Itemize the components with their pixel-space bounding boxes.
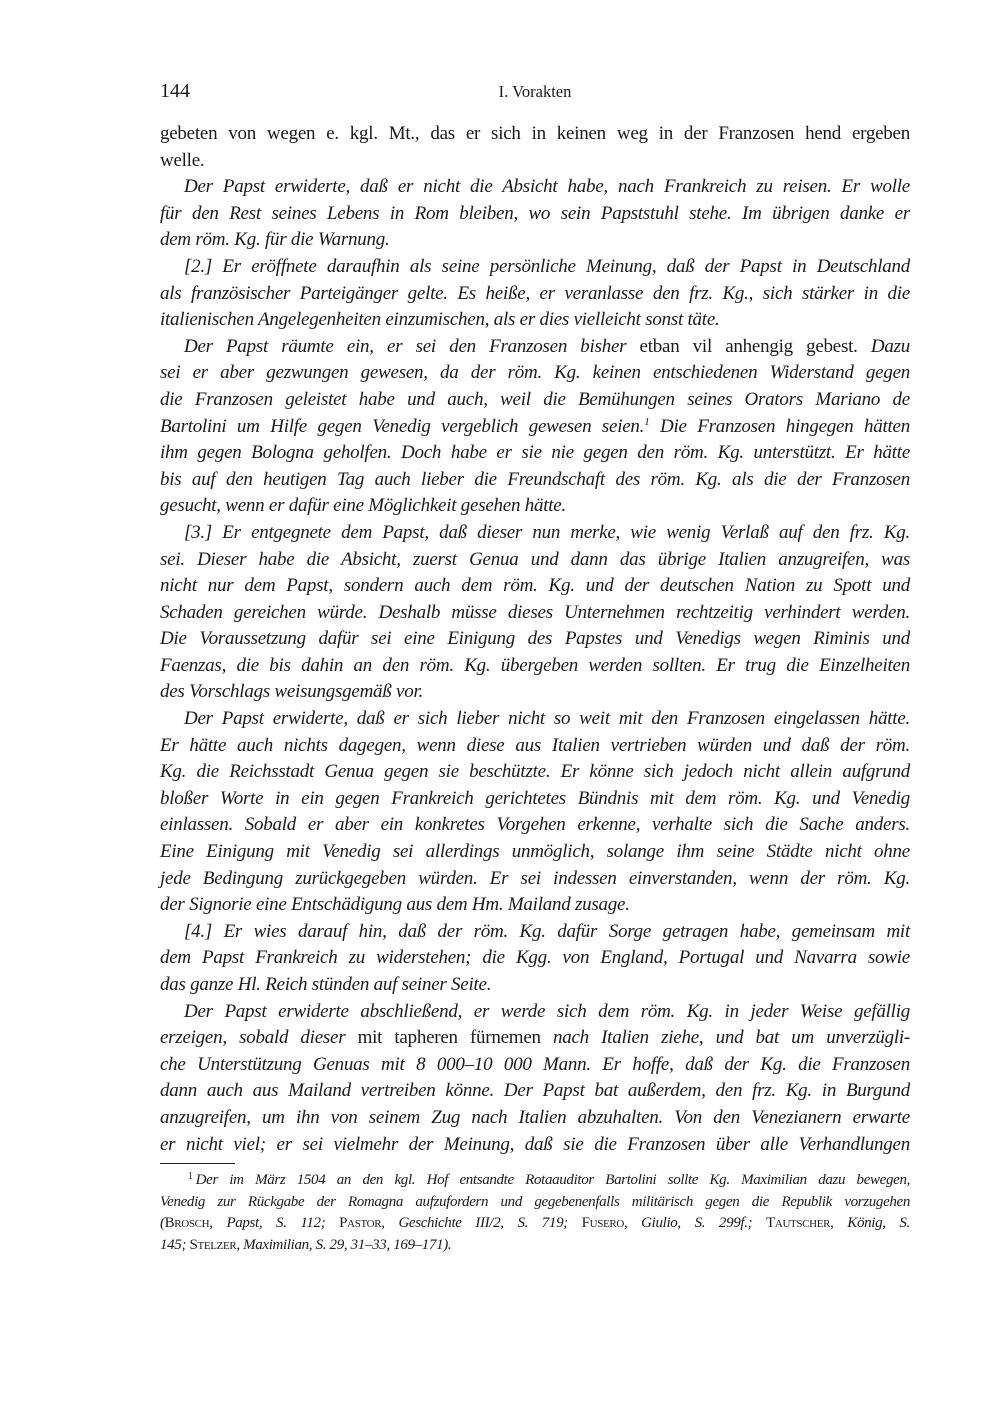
italic-span: Der Papst räumte ein, er sei den Franzosen bisher xyxy=(184,335,627,357)
italic-span: nach Italien ziehe, und bat um unverzügli- xyxy=(552,1027,910,1049)
italic-span: erzeigen, sobald dieser xyxy=(160,1027,346,1049)
running-head: I. Vorakten xyxy=(498,82,572,101)
footnote-line xyxy=(160,1235,910,1257)
footnote-line: Venedig zur Rückgabe der Romagna aufzufordern und gegebenenfalls militärisch gegen die Republik vorzugehen xyxy=(160,1193,910,1210)
text-line: das ganze Hl. Reich stünden auf seiner Seite. xyxy=(160,974,492,995)
text-line: welle. xyxy=(160,149,205,171)
page-number: 144 xyxy=(160,80,190,102)
text-line: sei. Dieser habe die Absicht, zuerst Genua und dann das übrige Italien anzugreifen, was xyxy=(160,548,910,570)
text-line: bis auf den heutigen Tag auch lieber die Freundschaft des röm. Kg. als die der Franzosen xyxy=(160,468,910,490)
author-name: Tautscher xyxy=(766,1215,831,1231)
paragraph-pope-reply-2 xyxy=(160,334,910,361)
text-line: nicht nur dem Papst, sondern auch dem röm. Kg. und der deutschen Nation zu Spott und xyxy=(160,575,910,597)
body-text xyxy=(160,121,910,1158)
footnotes xyxy=(160,1170,910,1256)
text-line: Die Voraussetzung dafür sei eine Einigung des Papstes und Venedigs wegen Riminis und xyxy=(160,628,910,650)
author-name: Fusero xyxy=(581,1215,624,1231)
italic-span: Bartolini um Hilfe gegen Venedig vergeblich gewesen seien. xyxy=(160,415,645,437)
text-line: Er hätte auch nichts dagegen, wenn diese aus Italien vertrieben würden und daß der röm. xyxy=(160,734,910,756)
footnote-line xyxy=(160,1213,910,1235)
fn-text: 145; xyxy=(160,1236,190,1253)
fn-title: Geschichte III/2, S. 719; xyxy=(398,1215,582,1231)
fn-text: ( xyxy=(160,1215,165,1231)
text-line: jede Bedingung zurückgegeben würden. Er sei indessen einverstanden, wenn der röm. Kg. xyxy=(160,867,910,889)
paragraph-section-4: [4.] Er wies darauf hin, daß der röm. Kg. dafür Sorge getragen habe, gemeinsam mit xyxy=(184,920,910,942)
text-line xyxy=(160,414,910,441)
text-line: für den Rest seines Lebens in Rom bleiben, wo sein Papststuhl stehe. Im übrigen danke er xyxy=(160,202,910,224)
text-line: bloßer Worte in ein gegen Frankreich gerichtetes Bündnis mit dem röm. Kg. und Venedig xyxy=(160,787,910,809)
text-line: sei er aber gezwungen gewesen, da der röm. Kg. keinen entschiedenen Widerstand gegen xyxy=(160,362,910,384)
quoted-original: mit tapheren fürnemen xyxy=(345,1027,553,1049)
author-name: Stelzer xyxy=(189,1236,237,1253)
fn-title: König, S. xyxy=(847,1215,910,1231)
fn-text: , xyxy=(830,1215,848,1231)
text-line: er nicht viel; er sei vielmehr der Meinung, daß sie die Franzosen über alle Verhandlungen xyxy=(160,1133,910,1155)
text-line: Schaden gereichen würde. Deshalb müsse dieses Unternehmen rechtzeitig verhindert werden. xyxy=(160,601,910,623)
fn-text: , xyxy=(623,1215,642,1231)
fn-title: Papst, S. 112; xyxy=(226,1215,340,1231)
text-line: als französischer Parteigänger gelte. Es heiße, er veranlasse den frz. Kg., sich stärker in die xyxy=(160,282,910,304)
paragraph-pope-reply-1: Der Papst erwiderte, daß er nicht die Absicht habe, nach Frankreich zu reisen. Er wolle xyxy=(184,176,910,198)
fn-text: , xyxy=(209,1215,227,1231)
text-line: italienischen Angelegenheiten einzumischen, als er dies vielleicht sonst täte. xyxy=(160,309,720,331)
footnote-mark: 1 xyxy=(188,1171,193,1182)
footnote-ref-1[interactable]: 1 xyxy=(644,415,650,428)
fn-text: , xyxy=(236,1236,244,1253)
footnote-text: Der im März 1504 an den kgl. Hof entsandte Rotaauditor Bartolini sollte Kg. Maximilian dazu bewegen, xyxy=(195,1172,910,1188)
italic-span: Dazu xyxy=(857,335,910,357)
text-line: des Vorschlags weisungsgemäß vor. xyxy=(160,681,424,703)
text-line: dem Papst Frankreich zu widerstehen; die Kgg. von England, Portugal und Navarra sowie xyxy=(160,947,910,969)
text-line xyxy=(160,1025,910,1052)
page-header xyxy=(160,80,910,108)
text-line: gebeten von wegen e. kgl. Mt., das er sich in keinen weg in der Franzosen hend ergeben xyxy=(160,123,910,144)
text-line: anzugreifen, um ihn von seinem Zug nach Italien abzuhalten. Von den Venezianern erwarte xyxy=(160,1106,910,1128)
paragraph-pope-reply-4: Der Papst erwiderte abschließend, er werde sich dem röm. Kg. in jeder Weise gefällig xyxy=(184,1000,910,1022)
author-name: Brosch xyxy=(164,1215,210,1231)
footnote-divider xyxy=(160,1163,235,1164)
paragraph-pope-reply-3: Der Papst erwiderte, daß er sich lieber nicht so weit mit den Franzosen eingelassen hätte. xyxy=(184,708,910,730)
text-line: der Signorie eine Entschädigung aus dem Hm. Mailand zusage. xyxy=(160,894,630,916)
text-line: dem röm. Kg. für die Warnung. xyxy=(160,229,390,251)
text-line: die Franzosen geleistet habe und auch, weil die Bemühungen seines Orators Mariano de xyxy=(160,388,910,410)
footnote-1 xyxy=(160,1170,910,1192)
text-line: dann auch aus Mailand vertreiben könne. Der Papst bat außerdem, den frz. Kg. in Burgund xyxy=(160,1080,910,1102)
text-line: einlassen. Sobald er aber ein konkretes Vorgehen erkenne, verhalte sich die Sache anders. xyxy=(160,814,910,836)
paragraph-section-2: [2.] Er eröffnete daraufhin als seine persönliche Meinung, daß der Papst in Deutschland xyxy=(184,255,910,277)
paragraph-section-3: [3.] Er entgegnete dem Papst, daß dieser nun merke, wie wenig Verlaß auf den frz. Kg. xyxy=(184,521,910,543)
author-name: Pastor xyxy=(339,1215,382,1231)
quoted-original: etban vil anhengig gebest. xyxy=(626,335,858,357)
text-line: ihm gegen Bologna geholfen. Doch habe er sie nie gegen den röm. Kg. unterstützt. Er hätte xyxy=(160,442,910,464)
text-line: gesucht, wenn er dafür eine Möglichkeit gesehen hätte. xyxy=(160,495,566,517)
fn-title: Giulio, S. 299f.; xyxy=(641,1215,767,1231)
fn-title: Maximilian, S. 29, 31–33, 169–171). xyxy=(243,1236,452,1253)
text-line: Faenzas, die bis dahin an den röm. Kg. übergeben werden sollten. Er trug die Einzelheiten xyxy=(160,654,910,676)
text-line: Eine Einigung mit Venedig sei allerdings unmöglich, solange ihm seine Städte nicht ohne xyxy=(160,841,910,863)
italic-span: Die Franzosen hingegen hätten xyxy=(649,415,910,437)
text-line: Kg. die Reichsstadt Genua gegen sie beschützte. Er könne sich jedoch nicht allein aufgrund xyxy=(160,761,910,783)
fn-text: , xyxy=(381,1215,399,1231)
text-line: che Unterstützung Genuas mit 8 000–10 000 Mann. Er hoffe, daß der Kg. die Franzosen xyxy=(160,1053,910,1075)
